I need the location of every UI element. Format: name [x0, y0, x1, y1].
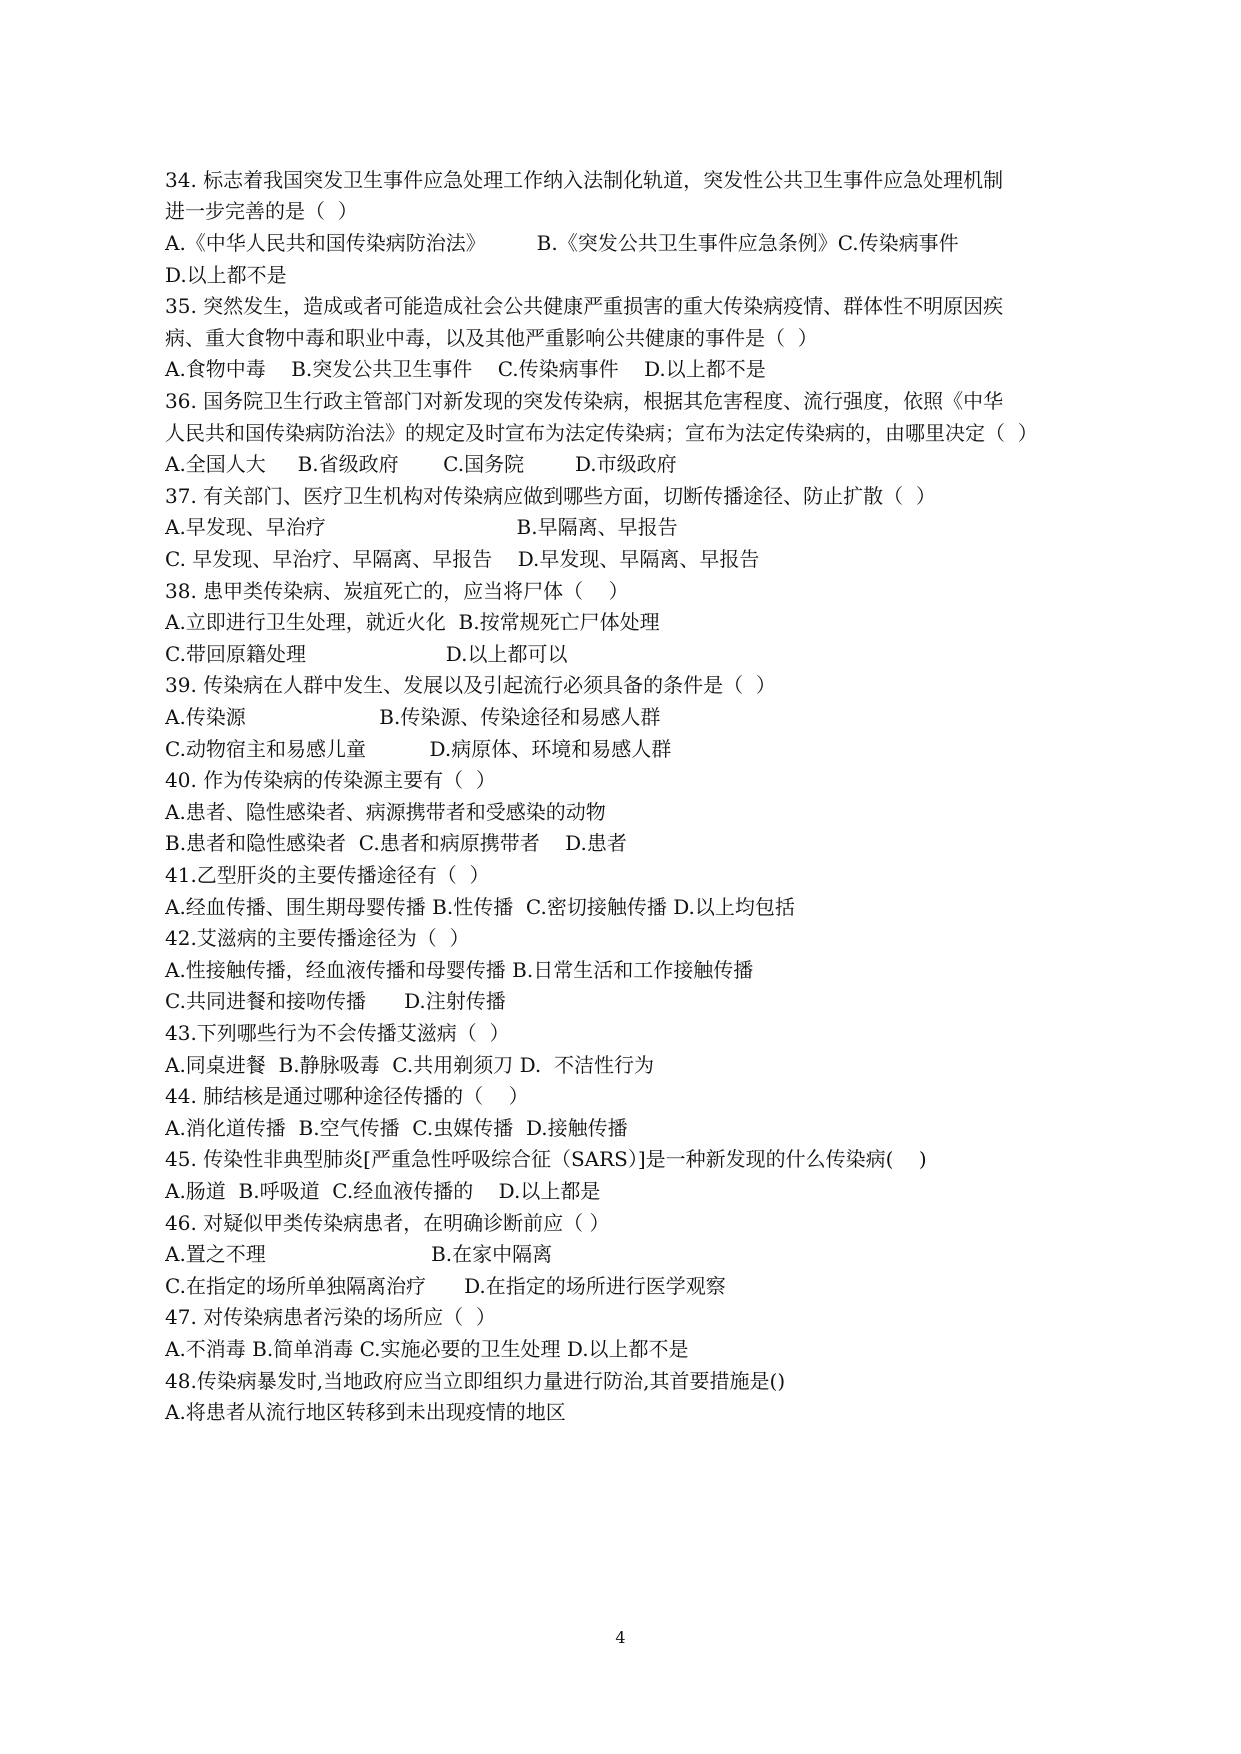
text-line: 39. 传染病在人群中发生、发展以及引起流行必须具备的条件是（ ）	[165, 673, 776, 697]
text-line: 36. 国务院卫生行政主管部门对新发现的突发传染病，根据其危害程度、流行强度，依照《中华	[165, 389, 1004, 413]
text-line: A.食物中毒 B.突发公共卫生事件 C.传染病事件 D.以上都不是	[165, 357, 766, 381]
text-line: 进一步完善的是（ ）	[165, 199, 358, 223]
text-line: A.传染源 B.传染源、传染途径和易感人群	[165, 705, 661, 729]
text-line: A.消化道传播 B.空气传播 C.虫媒传播 D.接触传播	[165, 1116, 628, 1140]
text-line: C.动物宿主和易感儿童 D.病原体、环境和易感人群	[165, 737, 672, 761]
text-line: 人民共和国传染病防治法》的规定及时宣布为法定传染病；宣布为法定传染病的，由哪里决定（ ）	[165, 421, 1038, 445]
text-line: A.不消毒 B.简单消毒 C.实施必要的卫生处理 D.以上都不是	[165, 1337, 689, 1361]
text-line: C. 早发现、早治疗、早隔离、早报告 D.早发现、早隔离、早报告	[165, 547, 760, 571]
text-line: 42.艾滋病的主要传播途径为（ ）	[165, 926, 470, 950]
text-line: 34. 标志着我国突发卫生事件应急处理工作纳入法制化轨道，突发性公共卫生事件应急处理机制	[165, 168, 1004, 192]
text-line: 病、重大食物中毒和职业中毒，以及其他严重影响公共健康的事件是（ ）	[165, 326, 818, 350]
text-line: 41.乙型肝炎的主要传播途径有（ ）	[165, 863, 490, 887]
text-line: 47. 对传染病患者污染的场所应（ ）	[165, 1305, 496, 1329]
text-line: A.肠道 B.呼吸道 C.经血液传播的 D.以上都是	[165, 1179, 601, 1203]
text-line: 46. 对疑似甲类传染病患者，在明确诊断前应（ ）	[165, 1211, 610, 1235]
text-line: A.置之不理 B.在家中隔离	[165, 1242, 553, 1266]
text-line: A.将患者从流行地区转移到未出现疫情的地区	[165, 1400, 566, 1424]
text-line: 37. 有关部门、医疗卫生机构对传染病应做到哪些方面，切断传播途径、防止扩散（ ）	[165, 484, 936, 508]
text-line: 43.下列哪些行为不会传播艾滋病（ ）	[165, 1021, 510, 1045]
text-line: C.共同进餐和接吻传播 D.注射传播	[165, 989, 506, 1013]
text-line: C.带回原籍处理 D.以上都可以	[165, 642, 568, 666]
text-line: A.早发现、早治疗 B.早隔离、早报告	[165, 515, 678, 539]
text-line: A.经血传播、围生期母婴传播 B.性传播 C.密切接触传播 D.以上均包括	[165, 895, 795, 919]
text-line: A.患者、隐性感染者、病源携带者和受感染的动物	[165, 800, 606, 824]
text-line: 48.传染病暴发时,当地政府应当立即组织力量进行防治,其首要措施是()	[165, 1369, 786, 1393]
text-line: A.全国人大 B.省级政府 C.国务院 D.市级政府	[165, 452, 677, 476]
text-line: C.在指定的场所单独隔离治疗 D.在指定的场所进行医学观察	[165, 1274, 726, 1298]
text-line: A.立即进行卫生处理，就近火化 B.按常规死亡尸体处理	[165, 610, 660, 634]
text-line: A.《中华人民共和国传染病防治法》 B.《突发公共卫生事件应急条例》C.传染病事件	[165, 231, 959, 255]
text-line: A.同桌进餐 B.静脉吸毒 C.共用剃须刀 D. 不洁性行为	[165, 1053, 654, 1077]
text-line: D.以上都不是	[165, 263, 287, 287]
text-line: 38. 患甲类传染病、炭疽死亡的，应当将尸体（ ）	[165, 579, 629, 603]
text-line: B.患者和隐性感染者 C.患者和病原携带者 D.患者	[165, 831, 627, 855]
text-line: 44. 肺结核是通过哪种途径传播的（ ）	[165, 1084, 529, 1108]
text-line: A.性接触传播，经血液传播和母婴传播 B.日常生活和工作接触传播	[165, 958, 754, 982]
text-line: 45. 传染性非典型肺炎[严重急性呼吸综合征（SARS）]是一种新发现的什么传染病( )	[165, 1147, 927, 1171]
text-line: 40. 作为传染病的传染源主要有（ ）	[165, 768, 496, 792]
text-line: 35. 突然发生，造成或者可能造成社会公共健康严重损害的重大传染病疫情、群体性不明原因疾	[165, 294, 1004, 318]
page-number: 4	[615, 1628, 626, 1647]
